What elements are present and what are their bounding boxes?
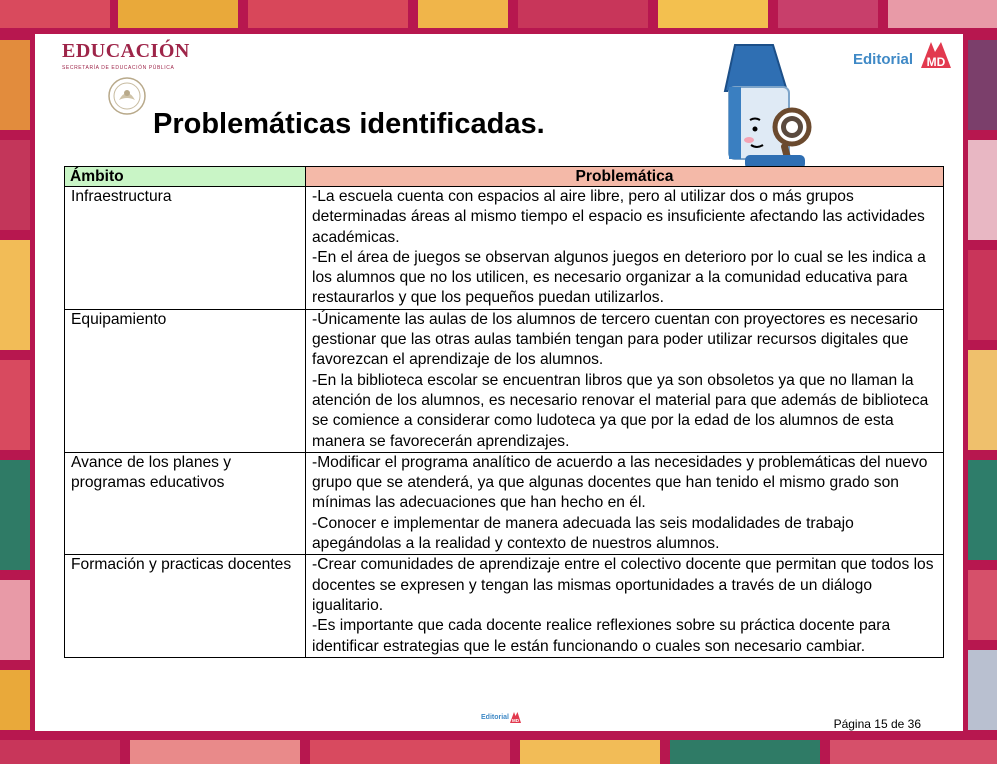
bg-tile: [0, 240, 30, 350]
bg-tile: [0, 360, 30, 450]
education-logo-subtitle: SECRETARÍA DE EDUCACIÓN PÚBLICA: [62, 65, 175, 71]
header-ambito: Ámbito: [65, 167, 306, 187]
problematica-item: -En el área de juegos se observan algunos juegos en deterioro por lo cual se les indica a los alumnos que no los utilicen, es necesario organizar a la comunidad educativa para restaurarlos y que los pequeños puedan utilizarlos.: [312, 248, 926, 307]
bg-tile: [968, 140, 997, 240]
slide-page: [35, 34, 963, 731]
bg-tile: [670, 740, 820, 764]
bg-tile: [418, 0, 508, 28]
table-row: [65, 187, 944, 310]
problematica-cell: [306, 187, 944, 310]
bg-tile: [968, 460, 997, 560]
bg-tile: [778, 0, 878, 28]
footer-md-mark-icon: [509, 711, 522, 724]
education-logo: EDUCACIÓN: [62, 40, 190, 62]
bg-tile: [968, 250, 997, 340]
bg-tile: [518, 0, 648, 28]
table-header-row: [65, 167, 944, 187]
bg-tile: [0, 0, 110, 28]
bg-tile: [888, 0, 997, 28]
ambito-cell: Formación y practicas docentes: [65, 555, 306, 657]
bg-tile: [658, 0, 768, 28]
bg-tile: [968, 650, 997, 730]
problematica-cell: [306, 309, 944, 452]
bg-tile: [0, 40, 30, 130]
problematica-item: -Conocer e implementar de manera adecuada las seis modalidades de trabajo apegándolas a la realidad y contexto de nuestros alumnos.: [312, 514, 854, 553]
editorial-md-logo: [853, 38, 953, 78]
ambito-cell: Avance de los planes y programas educativos: [65, 452, 306, 554]
bg-tile: [968, 40, 997, 130]
problematicas-table: [64, 166, 944, 658]
md-mark-text: MD: [926, 55, 946, 69]
editorial-logo-text: Editorial: [853, 51, 914, 68]
ambito-cell: Equipamiento: [65, 309, 306, 452]
problematica-item: -Modificar el programa analítico de acuerdo a las necesidades y problemáticas del nuevo grupo que se atenderá, ya que algunas docentes que han tenido el mismo grado son mínimas las adecuaciones que han hecho en él.: [312, 453, 928, 512]
problematica-cell: [306, 555, 944, 657]
page-number: Página 15 de 36: [833, 717, 921, 731]
bg-tile: [0, 740, 120, 764]
md-mark-icon: [917, 38, 953, 74]
bg-tile: [0, 140, 30, 230]
problematica-item: -En la biblioteca escolar se encuentran libros que ya son obsoletos ya que no llaman la atención de los alumnos, es necesario renovar el material para que además de biblioteca se comience a considerar como ludoteca ya que por la edad de los alumnos de esta manera se favorecerán aprendizajes.: [312, 371, 929, 450]
problematica-item: -Únicamente las aulas de los alumnos de tercero cuentan con proyectores es necesario gestionar que las otras aulas también tengan para poder utilizar recursos digitales que favorezcan el aprendizaje de los alumnos.: [312, 310, 918, 369]
bg-tile: [118, 0, 238, 28]
bg-tile: [968, 350, 997, 450]
table-row: [65, 452, 944, 554]
footer-editorial-logo: [481, 711, 521, 725]
bg-tile: [0, 460, 30, 570]
bg-tile: [520, 740, 660, 764]
table-row: [65, 309, 944, 452]
problematica-item: -Es importante que cada docente realice reflexiones sobre su práctica docente para identificar estrategias que le están funcionando o cuales son necesario cambiar.: [312, 617, 891, 655]
ambito-cell: Infraestructura: [65, 187, 306, 310]
header-problematica: Problemática: [306, 167, 944, 187]
bg-tile: [0, 670, 30, 730]
footer-md-mark-text: MD: [512, 718, 519, 723]
footer-editorial-text: Editorial: [481, 714, 510, 721]
book-mascot-illustration: [699, 39, 829, 169]
bg-tile: [248, 0, 408, 28]
bg-tile: [968, 570, 997, 640]
problematica-cell: [306, 452, 944, 554]
page-title: Problemáticas identificadas.: [153, 108, 545, 140]
bg-tile: [830, 740, 997, 764]
table-row: [65, 555, 944, 657]
problematica-item: -Crear comunidades de aprendizaje entre el colectivo docente que permitan que todos los docentes se expresen y tengan las mismas oportunidades a través de un diálogo igualitario.: [312, 556, 934, 614]
bg-tile: [0, 580, 30, 660]
bg-tile: [310, 740, 510, 764]
bg-tile: [130, 740, 300, 764]
problematica-item: -La escuela cuenta con espacios al aire libre, pero al utilizar dos o más grupos determinadas áreas al mismo tiempo el espacio es insuficiente afectando las actividades académicas.: [312, 188, 925, 246]
national-seal-icon: [107, 76, 147, 116]
